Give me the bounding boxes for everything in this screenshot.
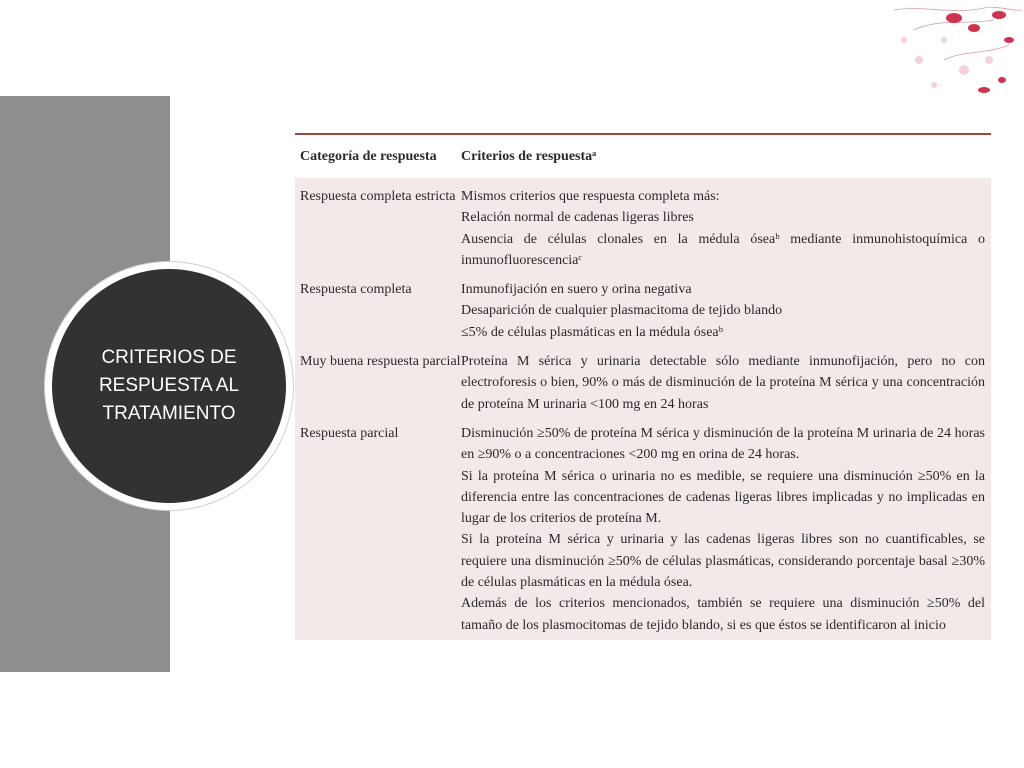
criteria-line: Disminución ≥50% de proteína M sérica y disminución de la proteína M urinaria de 24 horas en ≥90% o a concentraciones <200 mg en orina de 24 horas. bbox=[461, 425, 985, 463]
criteria-line: Proteína M sérica y urinaria detectable sólo mediante inmunofijación, pero no con electroforesis o bien, 90% o más de disminución de la proteína M sérica y una concentración de proteína M urinaria <100 mg en 24 horas bbox=[461, 354, 985, 412]
criteria-line: Además de los criterios mencionados, también se requiere una disminución ≥50% del tamaño de los plasmocitomas de tejido blando, si es que éstos se identificaron al inicio bbox=[461, 596, 985, 633]
table-row bbox=[295, 178, 991, 271]
table-row bbox=[295, 271, 991, 343]
criteria-line: Si la proteína M sérica y urinaria y las cadenas ligeras libres son no cuantificables, se requiere una disminución ≥50% de células plasmáticas, considerando porcentaje basal ≥30% de células plasmáticas en la médula ósea. bbox=[461, 532, 985, 591]
row-criteria bbox=[461, 279, 991, 343]
row-category: Muy buena respuesta parcial bbox=[300, 354, 461, 370]
table-row bbox=[295, 415, 991, 640]
table-row bbox=[295, 343, 991, 415]
row-criteria bbox=[461, 351, 991, 415]
header-criteria: Criterios de respuestaᵃ bbox=[461, 148, 597, 164]
table-header bbox=[295, 135, 991, 178]
row-category: Respuesta completa bbox=[300, 282, 412, 298]
response-criteria-table bbox=[295, 133, 991, 640]
criteria-line: Desaparición de cualquier plasmacitoma de tejido blando bbox=[461, 303, 783, 319]
title-circle bbox=[52, 269, 286, 503]
criteria-line: ≤5% de células plasmáticas en la médula óseaᵇ bbox=[461, 324, 723, 340]
row-category: Respuesta completa estricta bbox=[300, 189, 456, 204]
row-category: Respuesta parcial bbox=[300, 425, 399, 441]
slide-title: CRITERIOS DE RESPUESTA AL TRATAMIENTO bbox=[98, 347, 240, 424]
criteria-line: Relación normal de cadenas ligeras libres bbox=[461, 210, 694, 226]
row-criteria bbox=[461, 423, 991, 636]
criteria-line: Inmunofijación en suero y orina negativa bbox=[461, 282, 692, 298]
header-category: Categoría de respuesta bbox=[300, 149, 437, 164]
floral-decoration-icon bbox=[884, 0, 1024, 120]
row-criteria bbox=[461, 186, 991, 271]
criteria-line: Mismos criterios que respuesta completa más: bbox=[461, 189, 720, 204]
criteria-line: Si la proteína M sérica o urinaria no es medible, se requiere una disminución ≥50% en la diferencia entre las concentraciones de cadenas ligeras libres implicadas y no implicadas en lugar de los criterios de proteína M. bbox=[461, 468, 985, 527]
criteria-line: Ausencia de células clonales en la médula óseaᵇ mediante inmunohistoquímica o inmunofluorescenciaᶜ bbox=[461, 231, 985, 268]
